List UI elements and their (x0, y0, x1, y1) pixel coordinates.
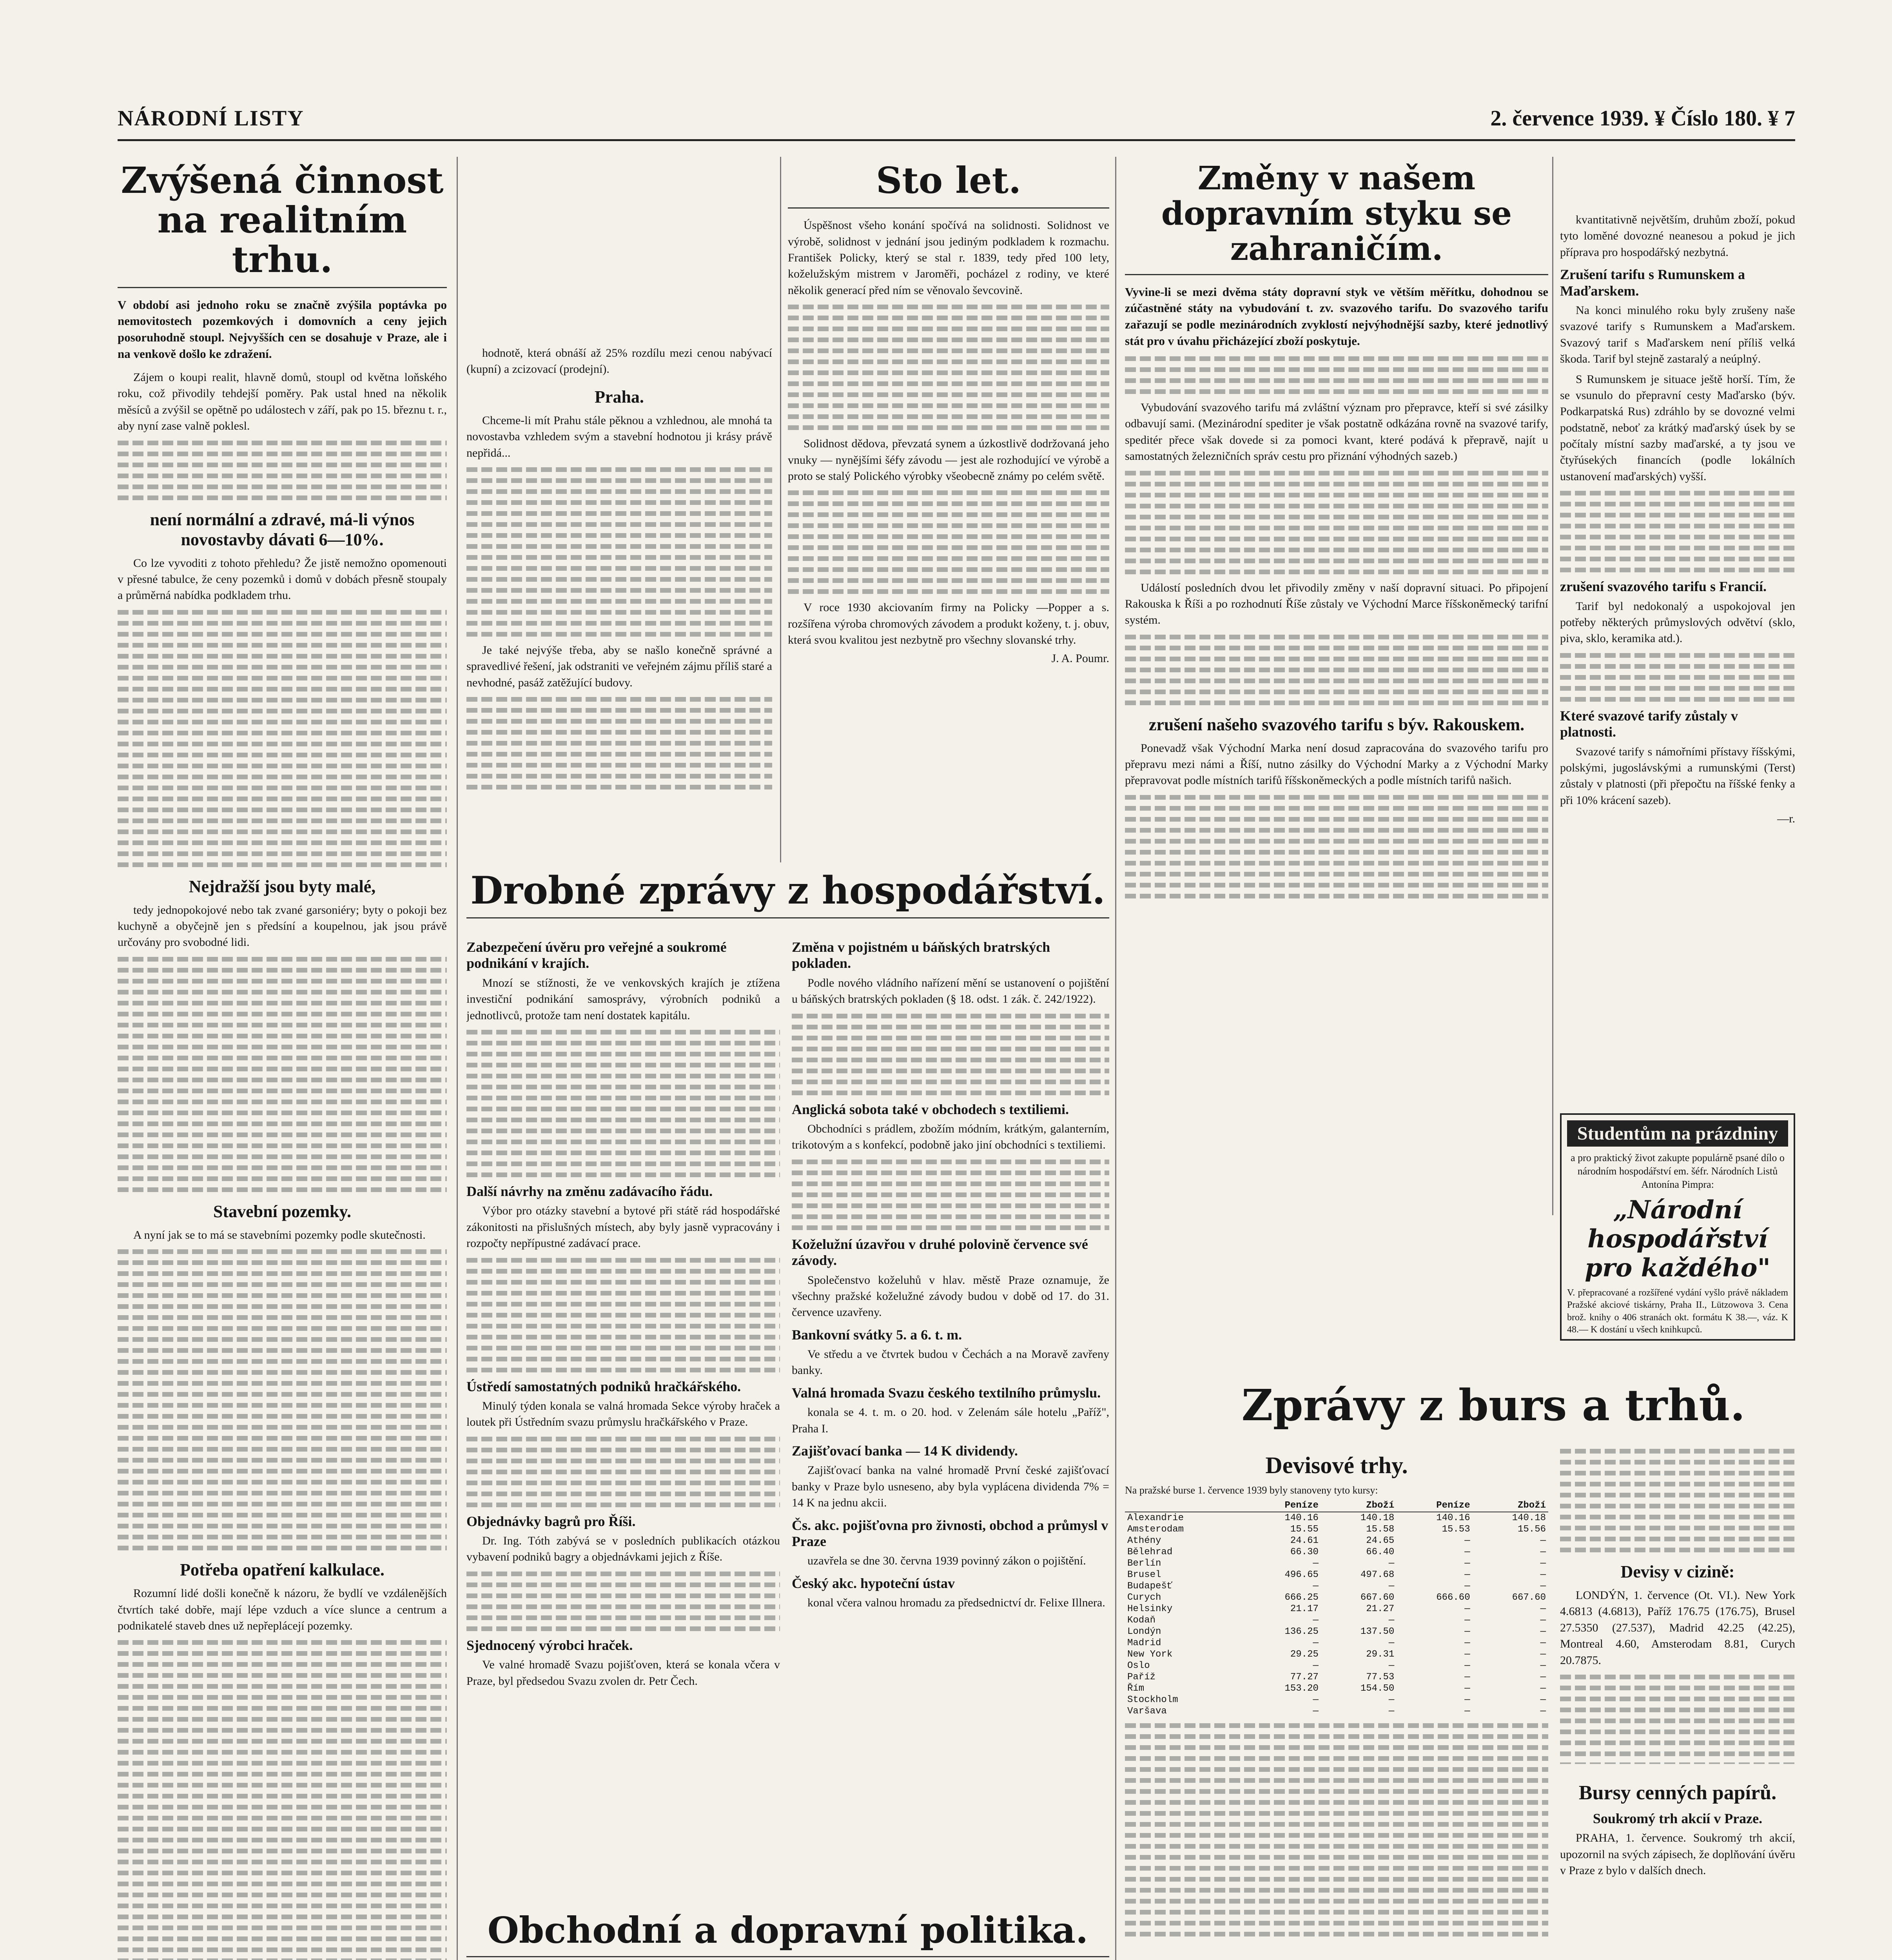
headline: Změny v našem dopravním styku se zahraničím. (1125, 161, 1548, 275)
rate-cell: — (1464, 1581, 1470, 1592)
rate-cell: — (1540, 1535, 1546, 1546)
rate-cell: — (1540, 1547, 1546, 1557)
drobne-left (466, 933, 780, 1901)
rate-cell: — (1464, 1604, 1470, 1614)
rate-cell: 667.60 (1512, 1592, 1546, 1603)
headline: Sto let. (788, 161, 1109, 209)
article-realitni-trh (118, 161, 447, 1960)
table-row (1125, 1592, 1548, 1603)
ad-studentum (1560, 1113, 1795, 1341)
table-row (1125, 1706, 1548, 1717)
item-title: Změna v pojistném u báňských bratrských pokladen. (792, 939, 1050, 971)
currency-cell: New York (1127, 1649, 1173, 1660)
table-header: Zboží (1473, 1499, 1548, 1512)
rate-cell: 153.20 (1284, 1683, 1319, 1694)
paragraph: konal včera valnou hromadu za předsednictví dr. Felixe Illnera. (807, 1596, 1105, 1610)
table-row (1125, 1535, 1548, 1546)
rate-cell: — (1540, 1661, 1546, 1671)
rate-cell: 21.17 (1290, 1604, 1319, 1614)
table-row (1125, 1671, 1548, 1683)
masthead (118, 98, 1795, 141)
table-row (1125, 1603, 1548, 1615)
table-header: Peníze (1397, 1499, 1472, 1512)
item-title: Zabezpečení úvěru pro veřejné a soukromé podnikání v krajích. (466, 939, 727, 971)
rate-cell: — (1464, 1649, 1470, 1660)
currency-cell: Brusel (1127, 1570, 1161, 1580)
rate-cell: — (1464, 1615, 1470, 1626)
rate-cell: — (1313, 1615, 1319, 1626)
subheading: není normální a zdravé, má-li výnos novostavby dávati 6—10%. (150, 510, 415, 549)
rate-cell: — (1540, 1672, 1546, 1682)
subheading: Které svazové tarify zůstaly v platnosti. (1560, 708, 1738, 740)
paragraph: Solidnost dědova, převzatá synem a úzkostlivě dodržovaná jeho vnuky — nynějšími šéfy závodu — jest ale rozhodující ve výrobě a proto se stalý Polického výrobky všeobecně známy po celém světě. (788, 437, 1109, 483)
signature: —r. (1777, 812, 1795, 826)
rate-cell: 140.16 (1436, 1513, 1470, 1523)
rate-cell: 66.40 (1366, 1547, 1395, 1557)
rate-cell: — (1464, 1638, 1470, 1648)
text-lines (788, 305, 1109, 430)
currency-cell: Helsinky (1127, 1604, 1173, 1614)
table-row (1125, 1649, 1548, 1660)
column-rule (1552, 157, 1553, 1215)
paragraph: Zajišťovací banka na valné hromadě První české zajišťovací banky v Praze bylo usneseno, aby byla vyplácena dividenda 7% = 14 K na jednu akcii. (792, 1464, 1109, 1510)
paragraph: Chceme-li mít Prahu stále pěknou a vzhlednou, ale mnohá ta novostavba vzhledem svým a stavební hodnotou ji krásy právě nepřidá... (466, 414, 772, 459)
rate-cell: 24.65 (1366, 1535, 1395, 1546)
rate-cell: — (1388, 1615, 1395, 1626)
rate-cell: — (1540, 1706, 1546, 1717)
bursy-cennych-papiru (1560, 1772, 1795, 1952)
article-lead: V období asi jednoho roku se značně zvýšila poptávka po nemovitostech pozemkových i domovních a ceny jejich posoruhodně stoupl. Nejvyšších cen se dosahuje v Praze, ale i na venkově došlo ke zdražení. (118, 298, 447, 361)
item-title: Objednávky bagrů pro Říši. (466, 1513, 636, 1529)
table-row (1125, 1524, 1548, 1535)
rate-cell: — (1464, 1672, 1470, 1682)
rate-cell: — (1464, 1706, 1470, 1717)
text-lines (1125, 356, 1548, 394)
rate-cell: — (1540, 1570, 1546, 1580)
rate-cell: 29.25 (1290, 1649, 1319, 1660)
rate-cell: 15.55 (1290, 1524, 1319, 1535)
devisove-trhy (1125, 1443, 1548, 1960)
rate-cell: 15.53 (1442, 1524, 1470, 1535)
text-lines (788, 490, 1109, 594)
column-rule (1115, 157, 1116, 1960)
currency-cell: Varšava (1127, 1706, 1167, 1717)
rate-cell: 140.16 (1284, 1513, 1319, 1523)
devisy-table (1125, 1499, 1548, 1717)
rate-cell: 140.18 (1360, 1513, 1395, 1523)
paragraph: LONDÝN, 1. července (Ot. VI.). New York 4.6813 (4.6813), Paříž 176.75 (176.75), Brusel 27.5350 (27.537), Madrid 42.25 (42.25), Montreal 4.60, Amsterodam 8.81, Curych 20.7875. (1560, 1589, 1795, 1667)
rate-cell: — (1464, 1570, 1470, 1580)
table-row (1125, 1626, 1548, 1637)
rate-cell: 15.58 (1366, 1524, 1395, 1535)
item-title: Čs. akc. pojišťovna pro živnosti, obchod a průmysl v Praze (792, 1517, 1108, 1549)
text-lines (1560, 1449, 1795, 1552)
subheading: zrušení našeho svazového tarifu s býv. Rakouskem. (1148, 715, 1525, 734)
subheading: Potřeba opatření kalkulace. (180, 1560, 385, 1580)
rate-cell: 666.60 (1436, 1592, 1470, 1603)
paragraph: Ponevadž však Východní Marka není dosud zapracována do svazového tarifu pro přepravu mezi námi a Říší, nutno zásilky do Východní Marky a z Východní Marky přepravovat podle místních tarifů říšskoněmeckých a podle místních tarifů našich. (1125, 741, 1548, 787)
rate-cell: — (1388, 1706, 1395, 1717)
signature: J. A. Poumr. (1051, 652, 1109, 665)
rate-cell: 140.18 (1512, 1513, 1546, 1523)
table-row (1125, 1546, 1548, 1558)
subheading: Nejdražší jsou byty malé, (189, 877, 376, 896)
rate-cell: — (1464, 1626, 1470, 1637)
paragraph: Podle nového vládního nařízení mění se ustanovení o pojištění u báňských bratrských pokladen (§ 18. odst. 1 zák. č. 242/1922). (792, 976, 1109, 1006)
paragraph: uzavřela se dne 30. června 1939 povinný zákon o pojištění. (807, 1554, 1086, 1568)
paragraph: hodnotě, která obnáší až 25% rozdílu mezi cenou nabývací (kupní) a zcizovací (prodejní). (466, 347, 772, 376)
currency-cell: Paříž (1127, 1672, 1156, 1682)
rate-cell: 24.61 (1290, 1535, 1319, 1546)
currency-cell: Alexandrie (1127, 1513, 1184, 1523)
paragraph: kvantitativně největším, druhům zboží, pokud tyto loměné dovozné neanesou a pokud je jich příprava pro hospodářský nezbytná. (1560, 213, 1795, 259)
paper-title: NÁRODNÍ LISTY (118, 106, 304, 131)
paragraph: Společenstvo koželuhů v hlav. městě Praze oznamuje, že všechny pražské koželužné závody budou v době od 17. do 31. července uzavřeny. (792, 1273, 1109, 1319)
currency-cell: Londýn (1127, 1626, 1161, 1637)
table-row (1125, 1660, 1548, 1671)
rate-cell: — (1313, 1581, 1319, 1592)
rate-cell: 21.27 (1366, 1604, 1395, 1614)
paragraph: V roce 1930 akciovaním firmy na Policky —Popper a s. rozšířena výroba chromových závodem a produkt koženy, t. j. obuv, která svou kvalitou jest nezbytně pro všechny slovanské trhy. (788, 601, 1109, 647)
section-banner: Obchodní a dopravní politika. (466, 1909, 1109, 1957)
section-banner: Zprávy z burs a trhů. (1241, 1380, 1745, 1430)
date-line: 2. července 1939. ¥ Číslo 180. ¥ 7 (1490, 106, 1795, 131)
rate-cell: — (1464, 1558, 1470, 1569)
text-lines (118, 1249, 447, 1550)
rate-cell: — (1540, 1604, 1546, 1614)
rate-cell: 77.53 (1366, 1672, 1395, 1682)
table-row (1125, 1558, 1548, 1569)
paragraph: Vybudování svazového tarifu má zvláštní význam pro přepravce, kteří si své zásilky odbavují sami. (Mezinárodní spediter je však postatně odkázána rovně na svazové tarify, speditér přece však dovede si za pomoci kvant, které podává k přepravě, najít u samostatných železničních správ cestu pro přiznání výhodných sazeb.) (1125, 401, 1548, 463)
text-lines (1560, 491, 1795, 572)
paragraph: Tarif byl nedokonalý a uspokojoval jen potřeby některých průmyslových odvětví (sklo, piva, sklo, keramika atd.). (1560, 599, 1795, 645)
paragraph: Úspěšnost všeho konání spočívá na solidnosti. Solidnost ve výrobě, solidnost v jednání jsou jediným podkladem k rozmachu. František Policky, který se stal r. 1839, tedy před 100 lety, koželužským mistrem v Jaroměři, pocházel z rodiny, ve které několik generací před ním se věnovalo ševcovině. (788, 219, 1109, 297)
text-lines (466, 1258, 780, 1372)
rate-cell: 497.68 (1360, 1570, 1395, 1580)
rate-cell: 154.50 (1360, 1683, 1395, 1694)
text-lines (466, 1572, 780, 1631)
rate-cell: — (1464, 1547, 1470, 1557)
article-continuation-tarify (1560, 212, 1795, 1098)
table-row (1125, 1615, 1548, 1626)
rate-cell: — (1540, 1581, 1546, 1592)
rate-cell: 15.56 (1517, 1524, 1546, 1535)
text-lines (792, 1160, 1109, 1230)
paragraph: S Rumunskem je situace ještě horší. Tím, že se vsunulo do přepravní cesty Maďarsko (býv. Podkarpatská Rus) zdráhlo by se dovozné velmi podstatně, neboť za krátký maďarský úsek by se počítaly místní sazby maďarské, a ty jsou ve čtyřúsekých financích (podle lokálních ustanovení maďarských) vyšší. (1560, 372, 1795, 483)
rate-cell: — (1540, 1649, 1546, 1660)
rate-cell: 667.60 (1360, 1592, 1395, 1603)
table-row (1125, 1581, 1548, 1592)
rate-cell: — (1464, 1695, 1470, 1705)
rate-cell: — (1388, 1638, 1395, 1648)
table-header (1125, 1499, 1245, 1512)
currency-cell: Curych (1127, 1592, 1161, 1603)
text-lines (1560, 653, 1795, 702)
subheading: zrušení svazového tarifu s Francií. (1560, 579, 1767, 595)
text-lines (466, 1437, 780, 1507)
rate-cell: — (1313, 1706, 1319, 1717)
rate-cell: — (1540, 1615, 1546, 1626)
item-title: Bankovní svátky 5. a 6. t. m. (792, 1327, 962, 1343)
paragraph: Obchodníci s prádlem, zbožím módním, krátkým, galanterním, trikotovým a s konfekcí, podobně jako jiní obchodníci s textiliemi. (792, 1122, 1109, 1152)
rate-cell: — (1464, 1661, 1470, 1671)
rate-cell: 666.25 (1284, 1592, 1319, 1603)
ad-footer: V. přepracované a rozšířené vydání vyšlo právě nákladem Pražské akciové tiskárny, Praha II., Lützowova 3. Cena brož. knihy o 406 stranách okt. formátu K 38.—, váz. K 48.— K dostání u všech knihkupců. (1567, 1288, 1788, 1335)
item-title: Zajišťovací banka — 14 K dividendy. (792, 1443, 1018, 1459)
text-lines (1125, 1723, 1548, 1936)
section-title: Devisové trhy. (1265, 1452, 1408, 1478)
currency-cell: Budapešť (1127, 1581, 1173, 1592)
currency-cell: Stockholm (1127, 1695, 1178, 1705)
subheading: Stavební pozemky. (213, 1201, 352, 1221)
table-header: Zboží (1321, 1499, 1397, 1512)
article-lead: Vyvine-li se mezi dvěma státy dopravní styk ve větším měřítku, dohodnou se zúčastněné státy na vybudování t. zv. svazového tarifu. Do svazového tarifu zařazují se podle mezinárodních zvyklostí nejvýhodnější sazby, které jednotlivý stát pro v úvahu přicházející zboží poskytuje. (1125, 285, 1548, 348)
subheading: Praha. (595, 387, 644, 407)
paragraph: Je také nejvýše třeba, aby se našlo konečně správné a spravedlivé řešení, jak odstraniti ve veřejném zájmu příliš staré a nevhodné, pasáž zatěžující budovy. (466, 643, 772, 689)
rate-cell: — (1540, 1695, 1546, 1705)
currency-cell: Oslo (1127, 1661, 1150, 1671)
drobne-right (792, 933, 1109, 1901)
paragraph: Rozumní lidé došli konečně k názoru, že bydlí ve vzdálenějších čtvrtích také dobře, mají lépe vzduch a více slunce a centrum a podnikatelé staveb dnes už nepřeplácejí pozemky. (118, 1587, 447, 1633)
paragraph: Ve středu a ve čtvrtek budou v Čechách a na Moravě zavřeny banky. (792, 1348, 1109, 1377)
item-title: Český akc. hypoteční ústav (792, 1575, 955, 1591)
table-caption: Na pražské burse 1. července 1939 byly stanoveny tyto kursy: (1125, 1485, 1378, 1496)
text-lines (1125, 795, 1548, 898)
section-title: Bursy cenných papírů. (1578, 1782, 1777, 1804)
ad-title: Studentům na prázdniny (1567, 1120, 1788, 1147)
section-banner: Drobné zprávy z hospodářství. (466, 868, 1109, 918)
rate-cell: — (1388, 1581, 1395, 1592)
paragraph: Co lze vyvoditi z tohoto přehledu? Že jistě nemožno opomenouti v přesné tabulce, že ceny pozemků i domů v dobách přesně stoupaly a průměrná nabídka podkladem trhu. (118, 556, 447, 602)
currency-cell: Bělehrad (1127, 1547, 1173, 1557)
rate-cell: — (1464, 1683, 1470, 1694)
ad-book-title: „Národní hospodářství pro každého" (1585, 1195, 1770, 1283)
text-lines (1125, 635, 1548, 705)
item-title: Koželužní úzavřou v druhé polovině července své závody. (792, 1236, 1088, 1269)
paragraph: PRAHA, 1. července. Soukromý trh akcií, upozornil na svých zápisech, že doplňování úvěru v Praze z bylo v dalších dnech. (1560, 1831, 1795, 1877)
currency-cell: Berlín (1127, 1558, 1161, 1569)
paragraph: Minulý týden konala se valná hromada Sekce výroby hraček a loutek při Ústředním svazu průmyslu hračkářského v Praze. (466, 1399, 780, 1429)
article-dopravni-styk (1125, 161, 1548, 1219)
rate-cell: — (1313, 1558, 1319, 1569)
rate-cell: — (1313, 1661, 1319, 1671)
text-lines (118, 1640, 447, 1960)
item-title: Ústředí samostatných podniků hračkářského. (466, 1378, 741, 1394)
paragraph: Zájem o koupi realit, hlavně domů, stoupl od května loňského roku, což přivodily tehdejší poměry. Pak ustal hned na několik měsíců a zvýšil se opětně po událostech v září, pak po 15. březnu t. r., aby nyní zase valně poklesl. (118, 370, 447, 433)
rate-cell: — (1388, 1661, 1395, 1671)
rate-cell: — (1540, 1638, 1546, 1648)
rate-cell: — (1540, 1626, 1546, 1637)
paragraph: A nyní jak se to má se stavebními pozemky podle skutečnosti. (133, 1228, 426, 1241)
rate-cell: — (1313, 1695, 1319, 1705)
rate-cell: 496.65 (1284, 1570, 1319, 1580)
table-row (1125, 1512, 1548, 1524)
rate-cell: — (1388, 1558, 1395, 1569)
rate-cell: — (1388, 1695, 1395, 1705)
item-title: Sjednocený výrobci hraček. (466, 1637, 633, 1653)
text-lines (466, 1030, 780, 1177)
table-header: Peníze (1245, 1499, 1321, 1512)
rate-cell: — (1313, 1638, 1319, 1648)
rate-cell: — (1540, 1558, 1546, 1569)
paragraph: Mnozí se stížnosti, že ve venkovských krajích je ztížena investiční podnikání samosprávy, výrobních podniků a jednotlivců, protože tam není dostatek kapitálu. (466, 976, 780, 1022)
article-sto-let (788, 161, 1109, 866)
currency-cell: Athény (1127, 1535, 1161, 1546)
text-lines (792, 1014, 1109, 1095)
devisy-v-cizine (1560, 1443, 1795, 1764)
rate-cell: 66.30 (1290, 1547, 1319, 1557)
subheading: Zrušení tarifu s Rumunskem a Maďarskem. (1560, 267, 1745, 299)
table-row (1125, 1683, 1548, 1694)
paragraph: konala se 4. t. m. o 20. hod. v Zelenám sále hotelu „Paříž", Praha I. (792, 1406, 1109, 1435)
paragraph: Svazové tarify s námořními přístavy říšskými, polskými, jugoslávskými a rumunskými (Terst) zůstaly v platnosti (při přepočtu na říšské fenky a při 10% krácení sazeb). (1560, 745, 1795, 807)
ad-text: a pro praktický život zakupte populárně psané dílo o národním hospodářství em. šéfr. Národních Listů Antonína Pimpra: (1571, 1152, 1785, 1190)
column-rule (780, 157, 781, 862)
rate-cell: 77.27 (1290, 1672, 1319, 1682)
paragraph: Na konci minulého roku byly zrušeny naše svazové tarify s Rumunskem a Maďarskem. Svazový tarif s Maďarskem není příliš velká škoda. Tarif byl stejně zastaralý a neúplný. (1560, 303, 1795, 366)
table-row (1125, 1637, 1548, 1649)
text-lines (466, 697, 772, 789)
item-title: Anglická sobota také v obchodech s textiliemi. (792, 1101, 1069, 1117)
paragraph: Dr. Ing. Tóth zabývá se v posledních publikacích otázkou vybavení podniků bagry a objednávkami jejich z Říše. (466, 1534, 780, 1564)
currency-cell: Kodaň (1127, 1615, 1156, 1626)
item-title: Další návrhy na změnu zadávacího řádu. (466, 1183, 713, 1199)
subheading: Soukromý trh akcií v Praze. (1593, 1811, 1763, 1826)
text-lines (1560, 1675, 1795, 1764)
section-title: Devisy v cizině: (1620, 1562, 1735, 1581)
text-lines (118, 441, 447, 500)
rate-cell: 136.25 (1284, 1626, 1319, 1637)
text-lines (118, 610, 447, 867)
text-lines (1125, 471, 1548, 574)
column-rule (457, 157, 458, 1960)
paragraph: Událostí posledních dvou let přivodily změny v naší dopravní situaci. Po připojení Rakouska k Říši a po rozhodnutí Říše zůstaly ve Východní Marce říšskoněmecký tarifní systém. (1125, 581, 1548, 627)
rate-cell: 29.31 (1366, 1649, 1395, 1660)
item-title: Valná hromada Svazu českého textilního průmyslu. (792, 1385, 1101, 1401)
rate-cell: — (1540, 1683, 1546, 1694)
table-row (1125, 1694, 1548, 1706)
paragraph: Ve valné hromadě Svazu pojišťoven, která se konala včera v Praze, byl předsedou Svazu zvolen dr. Petr Čech. (466, 1658, 780, 1688)
article-continuation (466, 345, 772, 866)
currency-cell: Madrid (1127, 1638, 1161, 1648)
paragraph: Výbor pro otázky stavební a bytové při státě rád hospodářské zákonitosti na přislušných místech, aby byly jasně vypracovány i rozpočty nepřípustné zadávací prace. (466, 1204, 780, 1250)
text-lines (118, 957, 447, 1192)
rate-cell: — (1464, 1535, 1470, 1546)
table-row (1125, 1569, 1548, 1581)
rate-cell: 137.50 (1360, 1626, 1395, 1637)
paragraph: tedy jednopokojové nebo tak zvané garsoniéry; byty o pokoji bez kuchyně a obyčejně jen s předsíní a koupelnou, jak jsou právě určovány pro svobodné lidi. (118, 903, 447, 949)
currency-cell: Amsterodam (1127, 1524, 1184, 1535)
text-lines (466, 467, 772, 637)
headline: Zvýšená činnost na realitním trhu. (118, 161, 447, 288)
currency-cell: Řím (1127, 1683, 1145, 1694)
